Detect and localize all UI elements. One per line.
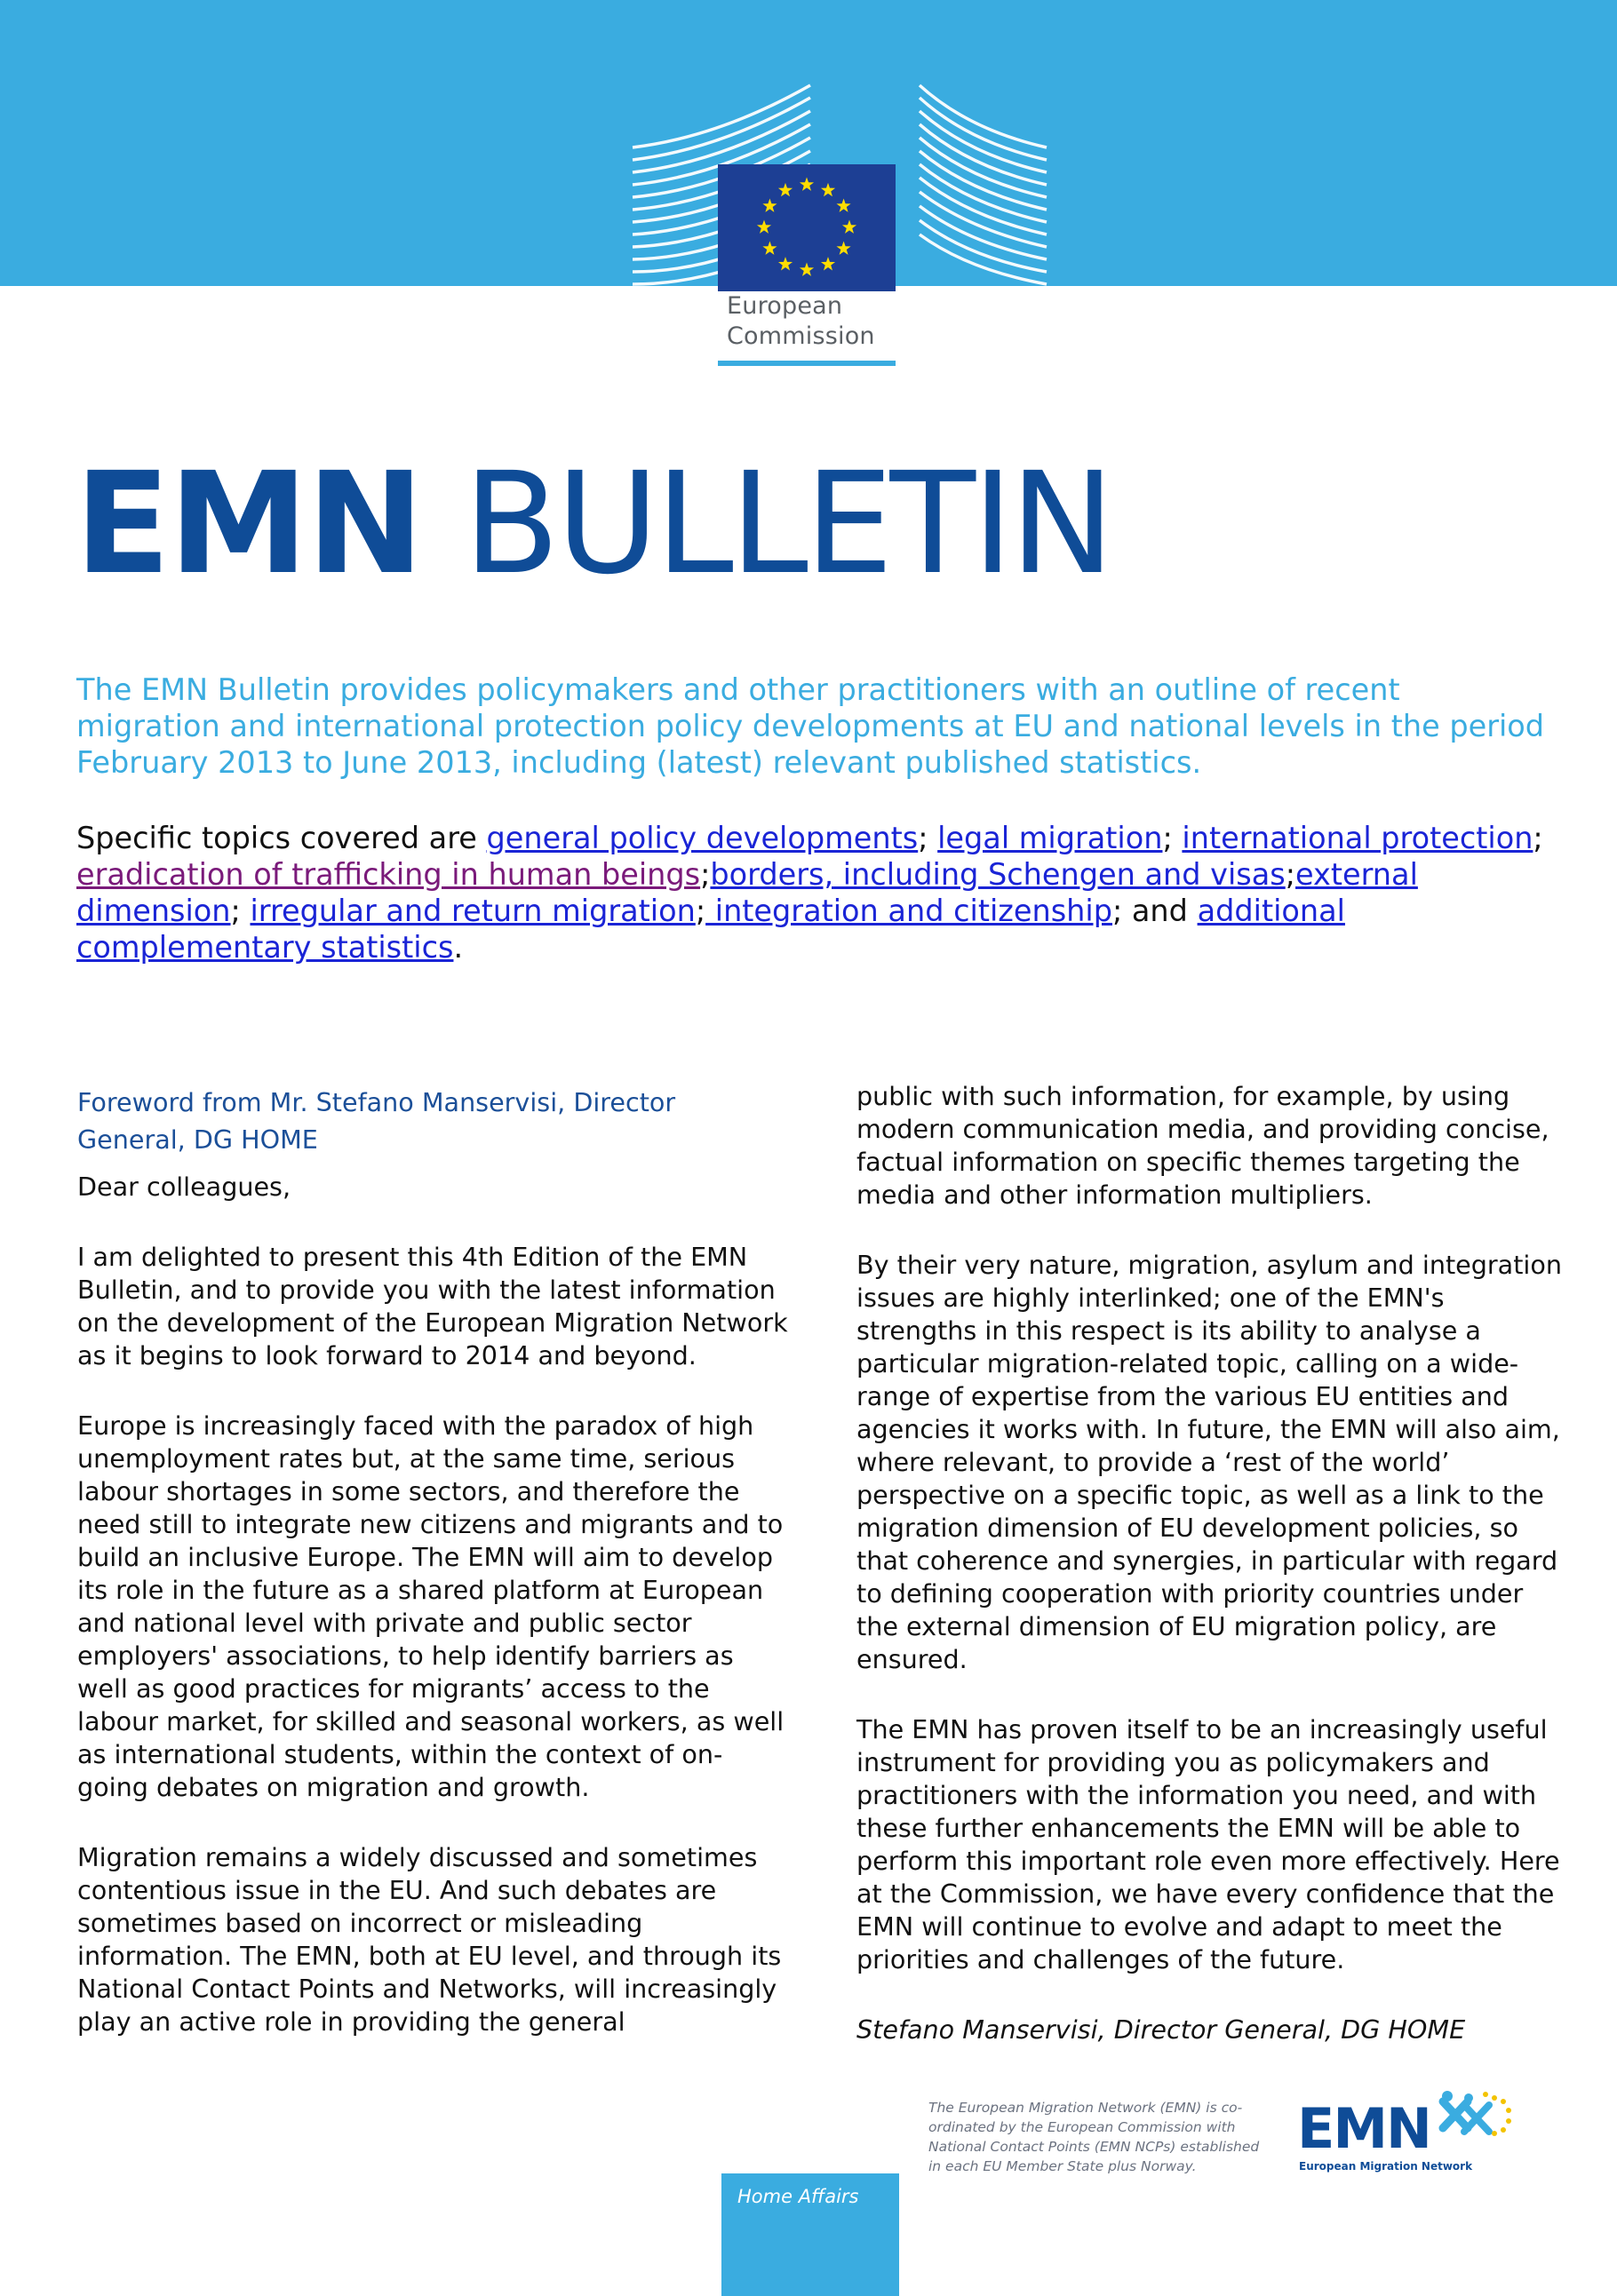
letter-paragraph: Migration remains a widely discussed and sometimes contentious issue in the EU. And such debates are sometimes based on incorrect or misleading information. The EMN, both at EU level, and through its National Contact Points and Networks, will increasingly play an active role in providing the general [77,1842,782,2037]
separator: ; [918,821,938,855]
emn-logo [1295,2089,1544,2178]
emn-logo-text: EMN [1297,2096,1430,2161]
link-borders-schengen[interactable]: borders, including Schengen and visas [710,857,1286,892]
eu-flag-icon [718,164,896,291]
emn-logo-mark [1438,2089,1535,2160]
separator: ; [1285,857,1296,892]
letter-paragraph: public with such information, for example, by using modern communication media, and providing concise, factual information on specific themes targeting the media and other information multipliers. [856,1081,1549,1210]
greeting: Dear colleagues, [77,1172,291,1202]
letter-column-right [856,1080,1567,2084]
separator: ; [700,857,711,892]
separator: ; [1533,821,1543,855]
home-affairs-tab [721,2173,899,2296]
link-trafficking[interactable]: eradication of trafficking in human beings [76,857,701,892]
separator: ; [695,894,706,928]
link-external-dimension[interactable]: external dimension [76,857,1418,928]
emn-logo-subtitle: European Migration Network [1299,2160,1473,2173]
topics-lead: Specific topics covered are [76,821,487,855]
home-affairs-label: Home Affairs [737,2186,859,2207]
separator: ; and [1111,894,1198,928]
organisation-name-line2: Commission [727,322,875,350]
link-international-protection[interactable]: international protection [1182,821,1533,855]
organisation-name-line1: European [727,292,843,320]
separator: ; [1162,821,1183,855]
intro-paragraph: The EMN Bulletin provides policymakers and other practitioners with an outline of recent migration and international protection policy developments at EU and national levels in the period February 2013 to June 2013, including (latest) relevant published statistics. [76,672,1545,780]
letter-paragraph: By their very nature, migration, asylum and integration issues are highly interlinked; one of the EMN's strengths in this respect is its ability to analyse a particular migration-related topic, calling on a wide-range of expertise from the various EU entities and agencies it works with. In future, the EMN will also aim, where relevant, to provide a ‘rest of the world’ perspective on a specific topic, as well as a link to the migration dimension of EU development policies, so that coherence and synergies, in particular with regard to defining cooperation with priority countries under the external dimension of EU migration policy, are ensured. [856,1250,1562,1674]
topics-end: . [453,930,464,965]
link-general-policy[interactable]: general policy developments [486,821,919,855]
title-bulletin: BULLETIN [422,442,1111,606]
emn-coordination-note: The European Migration Network (EMN) is co-ordinated by the European Commission with National Contact Points (EMN NCPs) established in each EU Member State plus Norway. [928,2100,1260,2174]
logo-underline [718,361,896,366]
letter-paragraph: Europe is increasingly faced with the paradox of high unemployment rates but, at the same time, serious labour shortages in some sectors, and therefore the need still to integrate new citizens and migrants and to build an inclusive Europe. The EMN will aim to develop its role in the future as a shared platform at European and national level with private and public sector employers' associations, to help identify barriers as well as good practices for migrants’ access to the labour market, for skilled and seasonal workers, as well as international students, within the context of on-going debates on migration and growth. [77,1410,785,1802]
link-additional-statistics[interactable]: additional complementary statistics [76,894,1345,965]
european-commission-logo [622,78,1057,380]
page-title [75,442,1111,606]
letter-paragraph: I am delighted to present this 4th Edition of the EMN Bulletin, and to provide you with the latest information on the development of the European Migration Network as it begins to look forward to 2014 and beyond. [77,1242,788,1370]
title-emn: EMN [75,442,423,606]
link-integration-citizenship[interactable]: integration and citizenship [705,894,1112,928]
topics-paragraph [76,820,1551,965]
foreword-heading: Foreword from Mr. Stefano Manservisi, Director General, DG HOME [77,1087,676,1155]
letter-column-left [77,1084,788,2076]
organisation-name [727,291,940,352]
link-legal-migration[interactable]: legal migration [937,821,1163,855]
letter-paragraph: The EMN has proven itself to be an increasingly useful instrument for providing you as policymakers and practitioners with the information you need, and with these further enhancements the EMN will be able to perform this important role even more effectively. Here at the Commission, we have every confidence that the EMN will continue to evolve and adapt to meet the priorities and challenges of the future. [856,1714,1560,1974]
link-irregular-return[interactable]: irregular and return migration [250,894,696,928]
separator: ; [230,894,251,928]
signature: Stefano Manservisi, Director General, DG HOME [856,2014,1466,2045]
